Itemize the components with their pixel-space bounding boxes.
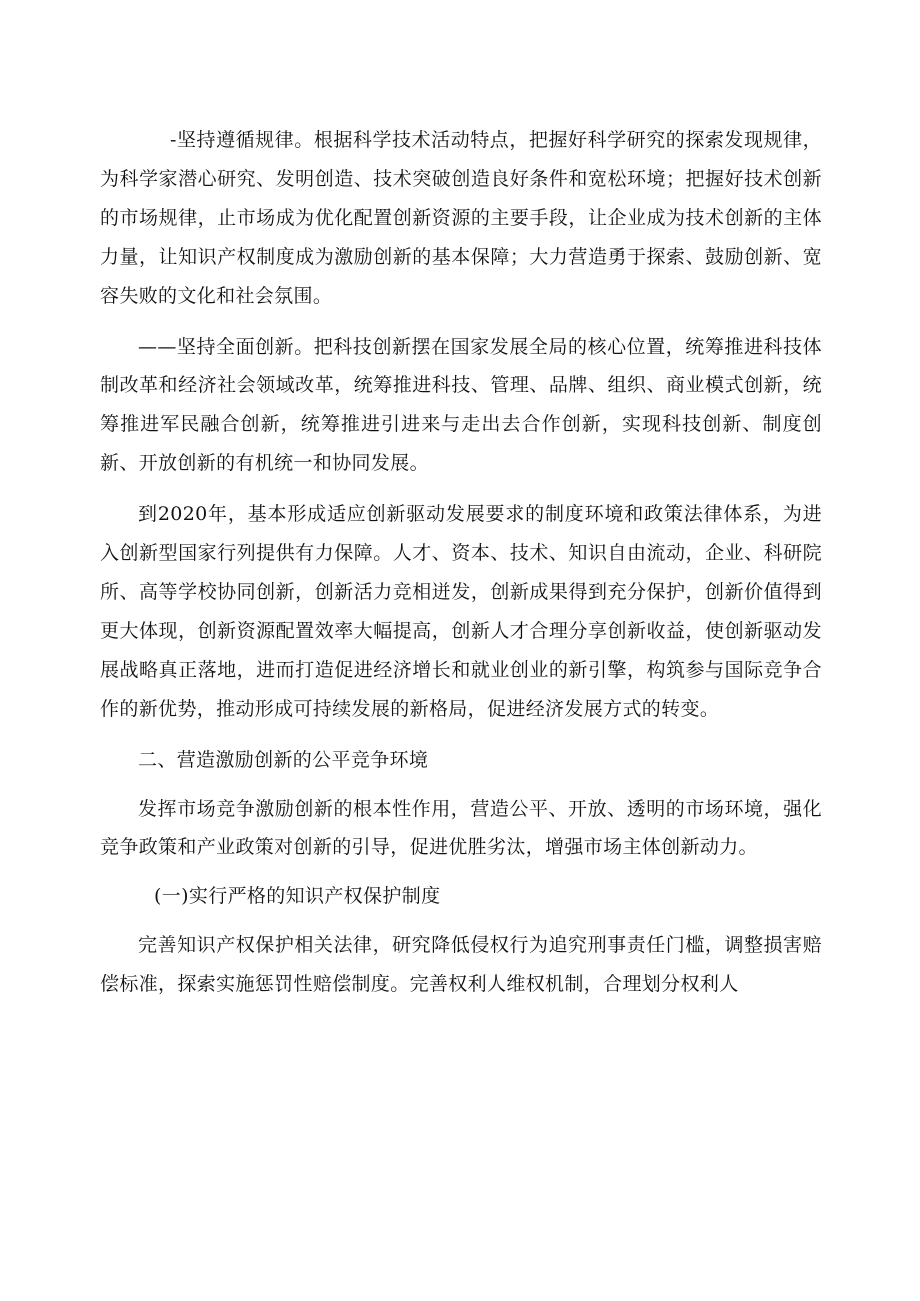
document-body — [100, 121, 822, 1004]
section-heading-fair-competition: 二、营造激励创新的公平竞争环境 — [138, 748, 429, 771]
paragraph-follow-laws: -坚持遵循规律。根据科学技术活动特点，把握好科学研究的探索发现规律，为科学家潜心研究、发明创造、技术突破创造良好条件和宽松环境；把握好技术创新的市场规律，止市场成为优化配置创新资源的主要手段，让企业成为技术创新的主体力量，让知识产权制度成为激励创新的基本保障；大力营造勇于探索、鼓励创新、宽容失败的文化和社会氛围。 — [100, 129, 822, 307]
paragraph-2020-goals: 到2020年，基本形成适应创新驱动发展要求的制度环境和政策法律体系，为进入创新型国家行列提供有力保障。人才、资本、技术、知识自由流动，企业、科研院所、高等学校协同创新，创新活力竞相迸发，创新成果得到充分保护，创新价值得到更大体现，创新资源配置效率大幅提高，创新人才合理分享创新收益，使创新驱动发展战略真正落地，进而打造促进经济增长和就业创业的新引擎，构筑参与国际竞争合作的新优势，推动形成可持续发展的新格局，促进经济发展方式的转变。 — [100, 503, 822, 720]
paragraph-comprehensive-innovation: ——坚持全面创新。把科技创新摆在国家发展全局的核心位置，统筹推进科技体制改革和经济社会领域改革，统筹推进科技、管理、品牌、组织、商业模式创新，统筹推进军民融合创新，统筹推进引进来与走出去合作创新，实现科技创新、制度创新、开放创新的有机统一和协同发展。 — [100, 335, 822, 475]
paragraph-market-competition: 发挥市场竞争激励创新的根本性作用，营造公平、开放、透明的市场环境，强化竞争政策和产业政策对创新的引导，促进优胜劣汰，增强市场主体创新动力。 — [100, 797, 822, 859]
paragraph-ip-law: 完善知识产权保护相关法律，研究降低侵权行为追究刑事责任门槛，调整损害赔偿标准，探索实施惩罚性赔偿制度。完善权利人维权机制，合理划分权利人 — [100, 934, 822, 996]
subsection-heading-ip-protection: (一)实行严格的知识产权保护制度 — [154, 885, 441, 908]
